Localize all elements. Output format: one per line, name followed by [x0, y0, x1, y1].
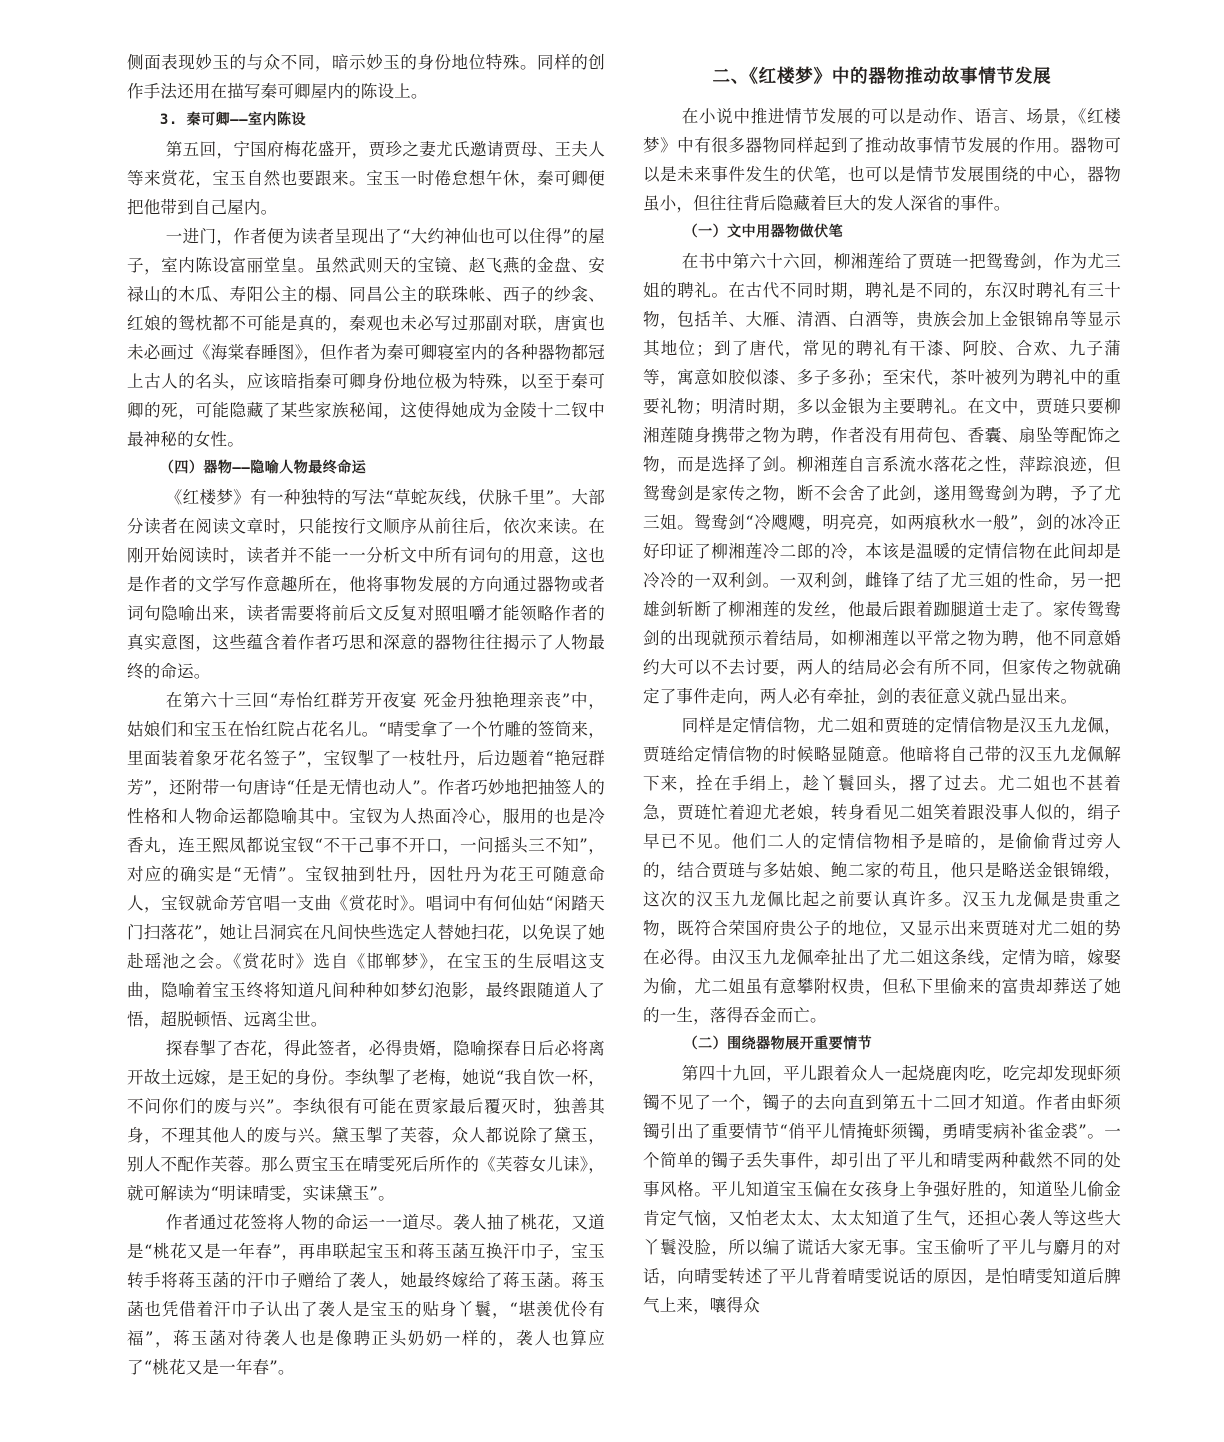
- paragraph: 在第六十三回“寿怡红群芳开夜宴 死金丹独艳理亲丧”中，姑娘们和宝玉在怡红院占花名儿。“晴雯拿了一个竹雕的签筒来，里面装着象牙花名签子”，宝钗掣了一枝牡丹，后边题着“艳冠群芳”，还附带一句唐诗“任是无情也动人”。作者巧妙地把抽签人的性格和人物命运都隐喻其中。宝钗为人热面冷心，服用的也是冷香丸，连王熙凤都说宝钗“不干己事不开口，一问摇头三不知”，对应的确实是“无情”。宝钗抽到牡丹，因牡丹为花王可随意命人，宝钗就命芳官唱一支曲《赏花时》。唱词中有何仙姑“闲踏天门扫落花”，她让吕洞宾在凡间快些选定人替她扫花，以免误了她赴瑶池之会。《赏花时》选自《邯郸梦》，在宝玉的生辰唱这支曲，隐喻着宝玉终将知道凡间种种如梦幻泡影，最终跟随道人了悟，超脱顿悟、远离尘世。: [127, 691, 605, 1029]
- paragraph: 同样是定情信物，尤二姐和贾琏的定情信物是汉玉九龙佩，贾琏给定情信物的时候略显随意。他暗将自己带的汉玉九龙佩解下来，拴在手绢上，趁丫鬟回头，撂了过去。尤二姐也不甚着急，贾琏忙着迎尤老娘，转身看见二姐笑着跟没事人似的，绢子早已不见。他们二人的定情信物相予是暗的，是偷偷背过旁人的，结合贾琏与多姑娘、鲍二家的苟且，他只是略送金银锦缎，这次的汉玉九龙佩比起之前要认真许多。汉玉九龙佩是贵重之物，既符合荣国府贵公子的地位，又显示出来贾琏对尤二姐的势在必得。由汉玉九龙佩牵扯出了尤二姐这条线，定情为暗，嫁娶为偷，尤二姐虽有意攀附权贵，但私下里偷来的富贵却葬送了她的一生，落得吞金而亡。: [643, 716, 1121, 1025]
- paragraph: 第四十九回，平儿跟着众人一起烧鹿肉吃，吃完却发现虾须镯不见了一个，镯子的去向直到第五十二回才知道。作者由虾须镯引出了重要情节“俏平儿情掩虾须镯，勇晴雯病补雀金裘”。一个简单的镯子丢失事件，却引出了平儿和晴雯两种截然不同的处事风格。平儿知道宝玉偏在女孩身上争强好胜的，知道坠儿偷金肯定气恼，又怕老太太、太太知道了生气，还担心袭人等这些大丫鬟没脸，所以编了谎话大家无事。宝玉偷听了平儿与麝月的对话，向晴雯转述了平儿背着晴雯说话的原因，是怕晴雯知道后脾气上来，嚷得众: [643, 1064, 1121, 1315]
- paragraph: 第五回，宁国府梅花盛开，贾珍之妻尤氏邀请贾母、王夫人等来赏花，宝玉自然也要跟来。宝玉一时倦怠想午休，秦可卿便把他带到自己屋内。: [127, 140, 605, 217]
- subsection-heading-2: （二）围绕器物展开重要情节: [683, 1036, 873, 1052]
- subsection-heading-3: 3. 秦可卿——室内陈设: [159, 112, 307, 128]
- right-column: [643, 48, 1121, 1320]
- paragraph: 在小说中推进情节发展的可以是动作、语言、场景，《红楼梦》中有很多器物同样起到了推动故事情节发展的作用。器物可以是未来事件发生的伏笔，也可以是情节发展围绕的中心，器物虽小，但往往背后隐藏着巨大的发人深省的事件。: [643, 107, 1121, 213]
- paragraph-continued: 侧面表现妙玉的与众不同，暗示妙玉的身份地位特殊。同样的创作手法还用在描写秦可卿屋内的陈设上。: [127, 53, 605, 101]
- paragraph: 探春掣了杏花，得此签者，必得贵婿，隐喻探春日后必将离开故土远嫁，是王妃的身份。李纨掣了老梅，她说“我自饮一杯，不问你们的废与兴”。李纨很有可能在贾家最后覆灭时，独善其身，不理其他人的废与兴。黛玉掣了芙蓉，众人都说除了黛玉，别人不配作芙蓉。那么贾宝玉在晴雯死后所作的《芙蓉女儿诔》，就可解读为“明诔晴雯，实诔黛玉”。: [127, 1039, 605, 1203]
- subsection-heading-4: （四）器物——隐喻人物最终命运: [159, 460, 367, 476]
- paragraph: 在书中第六十六回，柳湘莲给了贾琏一把鸳鸯剑，作为尤三姐的聘礼。在古代不同时期，聘礼是不同的，东汉时聘礼有三十物，包括羊、大雁、清酒、白酒等，贵族会加上金银锦帛等显示其地位；到了唐代，常见的聘礼有干漆、阿胶、合欢、九子蒲等，寓意如胶似漆、多子多孙；至宋代，茶叶被列为聘礼中的重要礼物；明清时期，多以金银为主要聘礼。在文中，贾琏只要柳湘莲随身携带之物为聘，作者没有用荷包、香囊、扇坠等配饰之物，而是选择了剑。柳湘莲自言系流水落花之性，萍踪浪迹，但鸳鸯剑是家传之物，断不会舍了此剑，遂用鸳鸯剑为聘，予了尤三姐。鸳鸯剑“冷飕飕，明亮亮，如两痕秋水一般”，剑的冰冷正好印证了柳湘莲冷二郎的冷，本该是温暖的定情信物在此间却是冷冷的一双利剑。一双利剑，雌锋了结了尤三姐的性命，另一把雄剑斩断了柳湘莲的发丝，他最后跟着跏腿道士走了。家传鸳鸯剑的出现就预示着结局，如柳湘莲以平常之物为聘，他不同意婚约大可以不去讨要，两人的结局必会有所不同，但家传之物就确定了事件走向，两人必有牵扯，剑的表征意义就凸显出来。: [643, 252, 1121, 706]
- section-heading: 二、《红楼梦》中的器物推动故事情节发展: [712, 67, 1052, 87]
- left-column: [127, 48, 605, 1382]
- paragraph: 作者通过花签将人物的命运一一道尽。袭人抽了桃花，又道是“桃花又是一年春”，再串联起宝玉和蒋玉菡互换汗巾子，宝玉转手将蒋玉菡的汗巾子赠给了袭人，她最终嫁给了蒋玉菡。蒋玉菡也凭借着汗巾子认出了袭人是宝玉的贴身丫鬟，“堪羡优伶有福”，蒋玉菡对待袭人也是像聘正头奶奶一样的，袭人也算应了“桃花又是一年春”。: [127, 1213, 605, 1377]
- paragraph: 《红楼梦》有一种独特的写法“草蛇灰线，伏脉千里”。大部分读者在阅读文章时，只能按行文顺序从前往后，依次来读。在刚开始阅读时，读者并不能一一分析文中所有词句的用意，这也是作者的文学写作意趣所在，他将事物发展的方向通过器物或者词句隐喻出来，读者需要将前后文反复对照咀嚼才能领略作者的真实意图，这些蕴含着作者巧思和深意的器物往往揭示了人物最终的命运。: [127, 488, 605, 681]
- subsection-heading-1: （一）文中用器物做伏笔: [683, 224, 844, 240]
- paragraph: 一进门，作者便为读者呈现出了“大约神仙也可以住得”的屋子，室内陈设富丽堂皇。虽然武则天的宝镜、赵飞燕的金盘、安禄山的木瓜、寿阳公主的榻、同昌公主的联珠帐、西子的纱衾、红娘的鸳枕都不可能是真的，秦观也未必写过那副对联，唐寅也未必画过《海棠春睡图》，但作者为秦可卿寝室内的各种器物都冠上古人的名头，应该暗指秦可卿身份地位极为特殊，以至于秦可卿的死，可能隐藏了某些家族秘闻，这使得她成为金陵十二钗中最神秘的女性。: [127, 227, 605, 449]
